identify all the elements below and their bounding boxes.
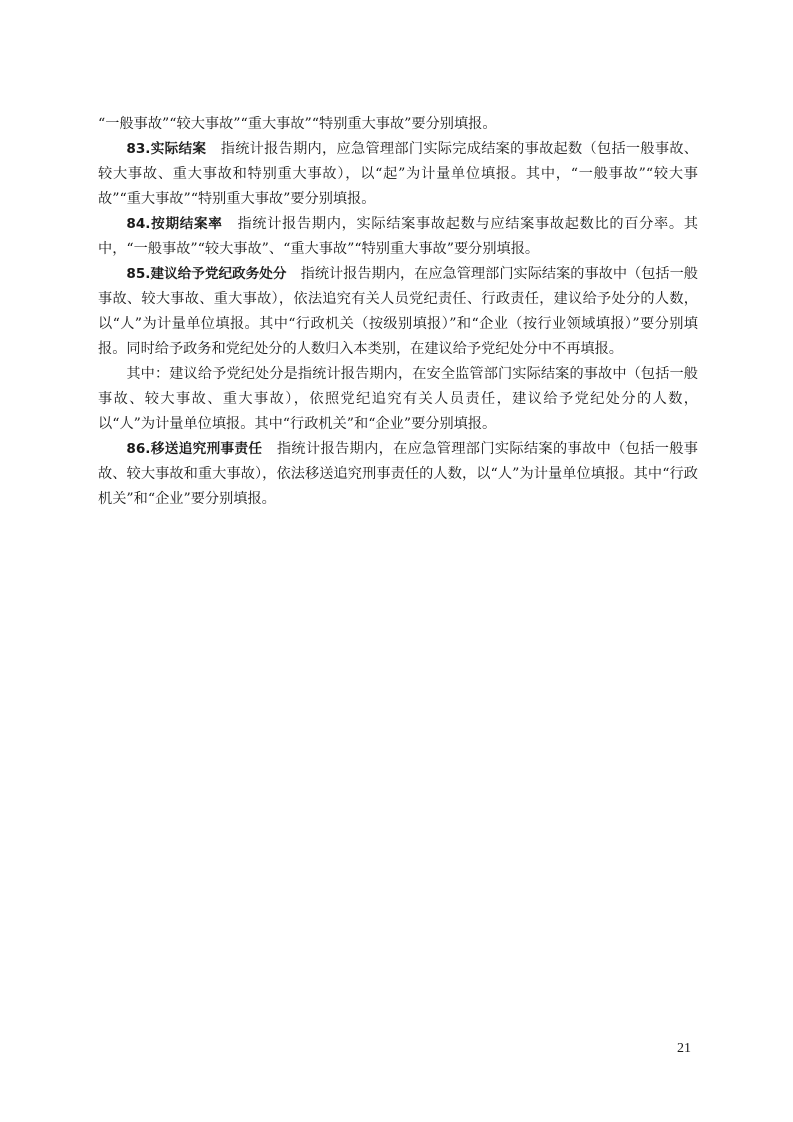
paragraph-text: 其中：建议给予党纪处分是指统计报告期内，在安全监管部门实际结案的事故中（包括一般事故、较大事故、重大事故），依照党纪追究有关人员责任，建议给予党纪处分的人数，以“人”为计量单位填报。其中“行政机关”和“企业”要分别填报。 [98,366,698,432]
paragraph-continuation [98,112,698,137]
term-heading: 84.按期结案率 [126,216,223,232]
paragraph-party-discipline [98,362,698,437]
paragraph-actual-closed-cases [98,137,698,212]
paragraph-text: 指统计报告期内，应急管理部门实际完成结案的事故起数（包括一般事故、较大事故、重大事故和特别重大事故），以“起”为计量单位填报。其中，“一般事故”“较大事故”“重大事故”“特别重大事故”要分别填报。 [98,141,698,207]
paragraph-text: “一般事故”“较大事故”“重大事故”“特别重大事故”要分别填报。 [98,116,497,132]
term-heading: 83.实际结案 [126,141,207,157]
term-heading: 85.建议给予党纪政务处分 [126,266,287,282]
paragraph-disciplinary-sanctions [98,262,698,362]
page-number: 21 [677,1041,691,1056]
paragraph-on-time-closure-rate [98,212,698,262]
paragraph-text: 指统计报告期内，在应急管理部门实际结案的事故中（包括一般事故、较大事故和重大事故），依法移送追究刑事责任的人数，以“人”为计量单位填报。其中“行政机关”和“企业”要分别填报。 [98,441,698,507]
term-heading: 86.移送追究刑事责任 [126,441,263,457]
paragraph-text: 指统计报告期内，在应急管理部门实际结案的事故中（包括一般事故、较大事故、重大事故），依法追究有关人员党纪责任、行政责任，建议给予处分的人数，以“人”为计量单位填报。其中“行政机关（按级别填报）”和“企业（按行业领域填报）”要分别填报。同时给予政务和党纪处分的人数归入本类别，在建议给予党纪处分中不再填报。 [98,266,698,357]
paragraph-criminal-referral [98,437,698,512]
document-body [98,112,698,512]
paragraph-text: 指统计报告期内，实际结案事故起数与应结案事故起数比的百分率。其中，“一般事故”“较大事故”、“重大事故”“特别重大事故”要分别填报。 [98,216,698,257]
